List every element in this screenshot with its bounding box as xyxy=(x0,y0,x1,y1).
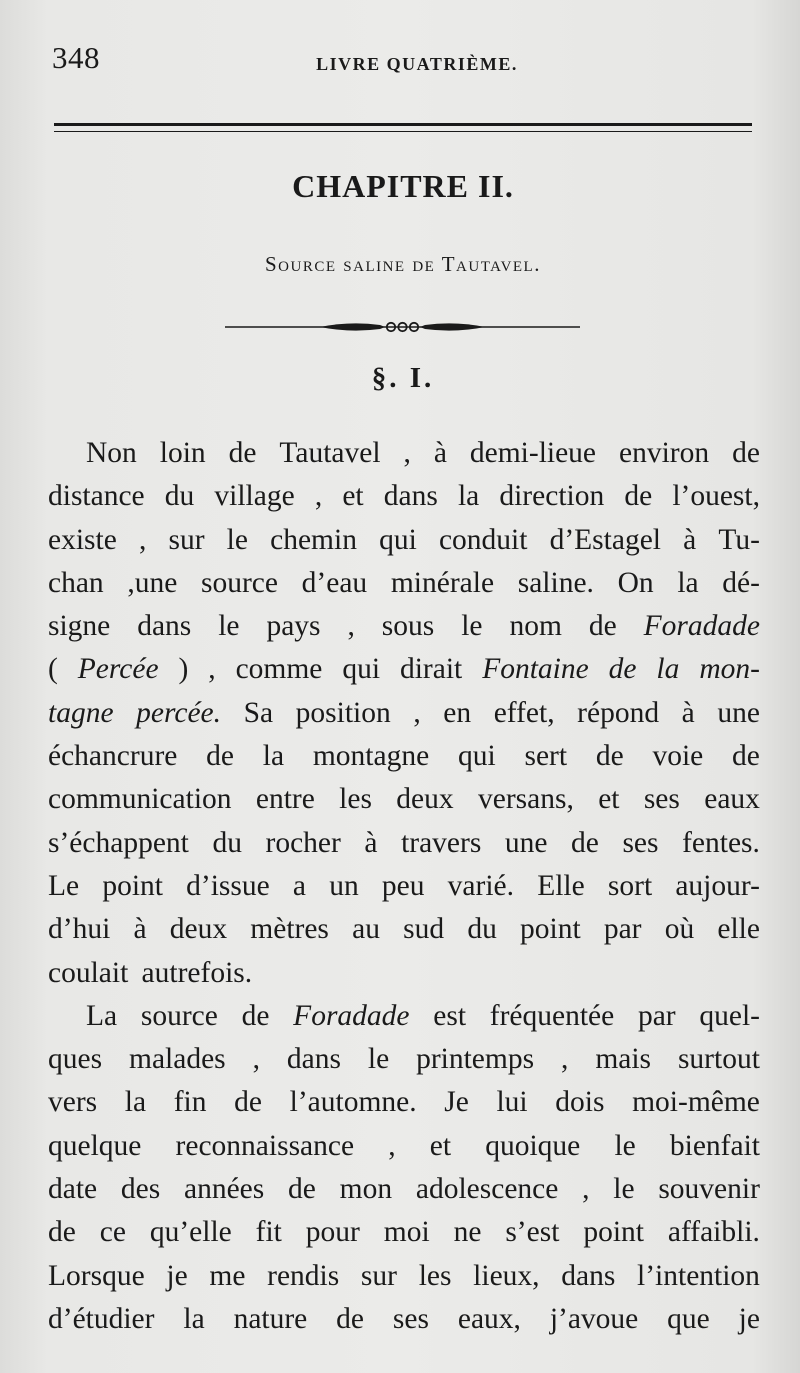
word: ses xyxy=(643,783,680,816)
word: de xyxy=(608,653,637,686)
word: tagne xyxy=(48,696,114,729)
word: à xyxy=(364,826,378,859)
word: conduit xyxy=(438,523,528,556)
word: ,une xyxy=(127,566,178,599)
word: sur xyxy=(360,1259,397,1292)
word: dans xyxy=(286,1043,341,1076)
word: ne xyxy=(453,1216,482,1249)
word: saline. xyxy=(517,566,594,599)
word: dans xyxy=(561,1259,616,1292)
word: varié. xyxy=(447,869,515,902)
word: Foradade xyxy=(293,999,410,1032)
word: de xyxy=(48,1216,76,1249)
body-text xyxy=(48,432,760,1341)
word: autrefois. xyxy=(141,956,253,989)
word: Sa xyxy=(243,696,274,729)
rule-thick xyxy=(54,123,752,126)
text-line xyxy=(48,1298,760,1341)
word: d’Estagel xyxy=(549,523,661,556)
text-line xyxy=(48,1255,760,1298)
word: , xyxy=(582,1173,590,1206)
word: chan xyxy=(48,566,104,599)
text-line xyxy=(48,1168,760,1211)
word: des xyxy=(120,1173,161,1206)
word: s’est xyxy=(505,1216,560,1249)
word: mais xyxy=(595,1043,652,1076)
text-line xyxy=(48,562,760,605)
word: un xyxy=(329,869,359,902)
word: de xyxy=(288,1173,316,1206)
word: et xyxy=(429,1129,452,1162)
word: vers xyxy=(48,1086,98,1119)
decorative-rule-ornament xyxy=(225,314,580,340)
text-line xyxy=(48,952,760,995)
word: de xyxy=(588,610,617,643)
word: position xyxy=(295,696,391,729)
word: de xyxy=(228,437,257,469)
word: date xyxy=(48,1173,98,1206)
text-line xyxy=(48,432,760,475)
word: montagne xyxy=(312,740,430,773)
running-title: LIVRE QUATRIÈME. xyxy=(316,54,518,74)
word: Fontaine xyxy=(482,653,589,686)
text-line xyxy=(48,995,760,1038)
word: de xyxy=(595,740,624,773)
text-line xyxy=(48,908,760,951)
word: , xyxy=(561,1043,569,1076)
word: de xyxy=(732,740,760,773)
text-line xyxy=(48,519,760,562)
word: quel- xyxy=(699,999,760,1032)
word: On xyxy=(617,566,654,599)
word: de xyxy=(206,740,234,773)
word: une xyxy=(504,826,548,859)
word: sort xyxy=(607,869,653,902)
word: Tautavel xyxy=(279,437,381,469)
word: surtout xyxy=(677,1043,760,1076)
word: et xyxy=(342,480,364,513)
word: existe xyxy=(48,523,117,556)
word: je xyxy=(738,1302,760,1335)
word: d’hui xyxy=(48,913,111,946)
word: minérale xyxy=(390,566,495,599)
word: d’issue xyxy=(186,869,270,902)
word: deux xyxy=(169,913,228,946)
word: chemin xyxy=(270,523,357,556)
word: qui xyxy=(342,653,381,686)
word: coulait xyxy=(48,956,129,989)
word: le xyxy=(614,1129,636,1162)
word: à xyxy=(433,437,447,469)
word: dé- xyxy=(722,566,760,599)
word: fentes. xyxy=(682,826,760,859)
word: du xyxy=(164,480,195,513)
chapter-title: CHAPITRE II. xyxy=(292,168,514,204)
word: ce xyxy=(99,1216,126,1249)
text-line xyxy=(48,1081,760,1124)
word: nature xyxy=(233,1302,308,1335)
word: échancrure xyxy=(48,740,178,773)
word: lui xyxy=(496,1086,528,1119)
word: sert xyxy=(524,740,568,773)
text-line xyxy=(48,778,760,821)
word: versans, xyxy=(477,783,574,816)
running-head xyxy=(52,40,752,84)
word: fin xyxy=(173,1086,207,1119)
word: de xyxy=(732,437,760,469)
word: effet, xyxy=(493,696,555,729)
word: du xyxy=(212,826,242,859)
word: ses xyxy=(622,826,659,859)
word: printemps xyxy=(416,1043,535,1076)
rule-thin xyxy=(54,131,752,132)
word: l’automne. xyxy=(289,1086,417,1119)
word: s’échappent xyxy=(48,826,189,859)
word: communication xyxy=(48,783,232,816)
word: signe xyxy=(48,610,111,643)
word: les xyxy=(418,1259,452,1292)
word: à xyxy=(683,523,697,556)
word: moi xyxy=(383,1216,430,1249)
word: nom xyxy=(509,610,562,643)
word: le xyxy=(218,610,240,643)
word: , xyxy=(413,696,421,729)
word: je xyxy=(166,1259,188,1292)
word: années xyxy=(184,1173,265,1206)
word: , xyxy=(208,653,216,686)
word: source xyxy=(201,566,278,599)
word: distance xyxy=(48,480,145,513)
word: la xyxy=(677,566,699,599)
word: , xyxy=(252,1043,260,1076)
word: d’eau xyxy=(301,566,368,599)
text-line xyxy=(48,605,760,648)
word: , xyxy=(314,480,323,513)
word: pays xyxy=(266,610,321,643)
word: rocher xyxy=(265,826,341,859)
word: Percée xyxy=(77,653,159,686)
word: village xyxy=(214,480,295,513)
word: Le xyxy=(48,869,80,902)
word: où xyxy=(664,913,695,946)
word: bienfait xyxy=(669,1129,760,1162)
word: Foradade xyxy=(643,610,760,643)
word: la xyxy=(656,653,680,686)
word: par xyxy=(637,999,676,1032)
text-line xyxy=(48,822,760,865)
word: à xyxy=(133,913,147,946)
text-line xyxy=(48,1211,760,1254)
word: Je xyxy=(444,1086,469,1119)
word: travers xyxy=(401,826,482,859)
word: entre xyxy=(255,783,315,816)
word: reconnaissance xyxy=(175,1129,355,1162)
word: quelque xyxy=(48,1129,142,1162)
word: mon- xyxy=(699,653,760,686)
word: direction xyxy=(499,480,605,513)
word: à xyxy=(681,696,695,729)
text-line xyxy=(48,475,760,518)
word: le xyxy=(613,1173,635,1206)
word: le xyxy=(367,1043,390,1076)
word: en xyxy=(443,696,472,729)
word: peu xyxy=(381,869,425,902)
word: dans xyxy=(383,480,438,513)
word: la xyxy=(262,740,285,773)
word: répond xyxy=(577,696,660,729)
word: affaibli. xyxy=(667,1216,760,1249)
word: elle xyxy=(717,913,760,946)
word: ses xyxy=(392,1302,429,1335)
text-line xyxy=(48,1125,760,1168)
word: mon xyxy=(339,1173,393,1206)
page-number: 348 xyxy=(52,40,100,75)
word: j’avoue xyxy=(549,1302,639,1335)
word: malades xyxy=(129,1043,226,1076)
word: adolescence xyxy=(415,1173,559,1206)
word: au xyxy=(352,913,380,946)
word: pour xyxy=(305,1216,360,1249)
word: dois xyxy=(555,1086,605,1119)
word: souvenir xyxy=(658,1173,760,1206)
word: eaux, xyxy=(457,1302,521,1335)
word: l’intention xyxy=(637,1259,760,1292)
word: les xyxy=(339,783,372,816)
word: de xyxy=(241,999,270,1032)
text-line xyxy=(48,735,760,778)
word: aujour- xyxy=(675,869,760,902)
word: ( xyxy=(48,653,58,686)
word: est xyxy=(433,999,467,1032)
word: sud xyxy=(403,913,445,946)
word: comme xyxy=(235,653,323,686)
word: la xyxy=(183,1302,205,1335)
word: ques xyxy=(48,1043,103,1076)
word: percée. xyxy=(136,696,222,729)
word: d’étudier xyxy=(48,1302,155,1335)
chapter-subtitle: Source saline de Tautavel. xyxy=(265,252,541,276)
word: le xyxy=(226,523,248,556)
word: eaux xyxy=(704,783,760,816)
word: mètres xyxy=(250,913,329,946)
word: de xyxy=(336,1302,365,1335)
word: , xyxy=(388,1129,396,1162)
word: l’ouest, xyxy=(672,480,760,513)
word: , xyxy=(347,610,355,643)
word: qui xyxy=(457,740,496,773)
word: loin xyxy=(159,437,206,469)
word: de xyxy=(571,826,599,859)
word: Elle xyxy=(537,869,585,902)
word: une xyxy=(717,696,760,729)
text-line xyxy=(48,1038,760,1081)
word: le xyxy=(461,610,483,643)
word: deux xyxy=(396,783,454,816)
section-mark: §. I. xyxy=(371,362,435,394)
text-line xyxy=(48,648,760,691)
word: du xyxy=(467,913,497,946)
word: a xyxy=(292,869,307,902)
word: demi-lieue xyxy=(469,437,597,469)
text-line xyxy=(48,692,760,735)
word: fréquentée xyxy=(489,999,615,1032)
word: sous xyxy=(381,610,435,643)
word: la xyxy=(124,1086,147,1119)
word: de xyxy=(234,1086,262,1119)
word: voie xyxy=(652,740,704,773)
word: et xyxy=(598,783,620,816)
word: ) xyxy=(178,653,189,686)
word: , xyxy=(138,523,147,556)
word: me xyxy=(209,1259,246,1292)
word: , xyxy=(403,437,411,469)
word: Non xyxy=(86,437,137,469)
word: point xyxy=(102,869,163,902)
word: Tu- xyxy=(718,523,760,556)
word: rendis xyxy=(267,1259,340,1292)
word: que xyxy=(667,1302,710,1335)
word: dans xyxy=(137,610,192,643)
word: fit xyxy=(255,1216,282,1249)
word: Lorsque xyxy=(48,1259,145,1292)
word: lieux, xyxy=(473,1259,540,1292)
word: dirait xyxy=(399,653,463,686)
header-double-rule xyxy=(54,123,752,137)
word: qui xyxy=(379,523,417,556)
word: la xyxy=(457,480,480,513)
word: point xyxy=(520,913,581,946)
word: moi-même xyxy=(632,1086,760,1119)
word: point xyxy=(583,1216,644,1249)
text-line xyxy=(48,865,760,908)
word: qu’elle xyxy=(149,1216,232,1249)
word: de xyxy=(624,480,653,513)
word: par xyxy=(603,913,642,946)
word: sur xyxy=(168,523,205,556)
word: environ xyxy=(618,437,710,469)
word: source xyxy=(140,999,218,1032)
word: La xyxy=(86,999,118,1032)
word: quoique xyxy=(485,1129,581,1162)
